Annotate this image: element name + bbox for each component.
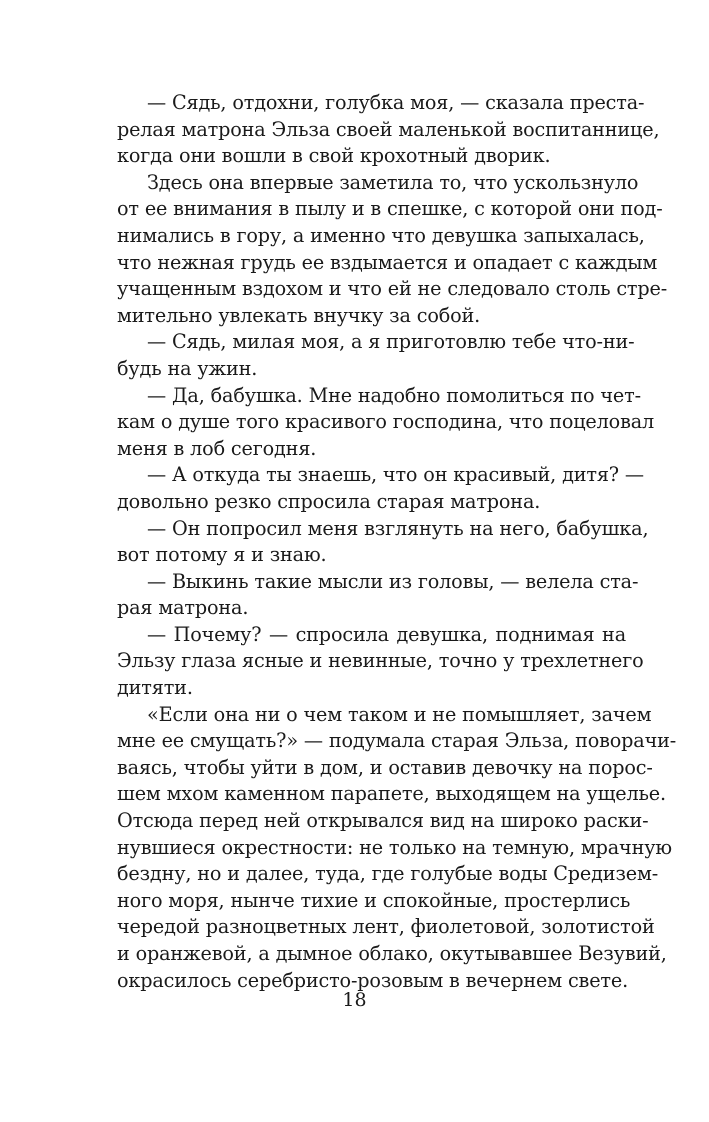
page-body-text [117,90,677,994]
text-line: — Он попросил меня взглянуть на него, бабушка, [147,516,649,540]
page-number: 18 [342,989,367,1011]
text-line: — Да, бабушка. Мне надобно помолиться по чет- [147,383,641,407]
text-line: довольно резко спросила старая матрона. [117,489,541,513]
text-line: кам о душе того красивого господина, что поцеловал [117,410,655,434]
text-line: будь на ужин. [117,356,258,380]
text-line: нимались в гору, а именно что девушка запыхалась, [117,223,645,247]
text-line: бездну, но и далее, туда, где голубые воды Средизем- [117,862,659,886]
text-line: — Сядь, милая моя, а я приготовлю тебе что-ни- [147,330,635,354]
text-line: ваясь, чтобы уйти в дом, и оставив девочку на порос- [117,755,653,779]
text-line: когда они вошли в свой крохотный дворик. [117,144,551,168]
text-line: — Выкинь такие мысли из головы, — велела ста- [147,569,639,593]
text-line: мне ее смущать?» — подумала старая Эльза, поворачи- [117,729,677,753]
text-line: что нежная грудь ее вздымается и опадает с каждым [117,250,658,274]
text-line: — А откуда ты знаешь, что он красивый, дитя? — [147,463,644,487]
text-line: вот потому я и знаю. [117,543,327,567]
text-line: — Сядь, отдохни, голубка моя, — сказала преста- [147,91,645,114]
text-line: ного моря, нынче тихие и спокойные, простерлись [117,888,631,912]
text-line: окрасилось серебристо-розовым в вечернем свете. [117,968,629,992]
text-line: «Если она ни о чем таком и не помышляет, зачем [147,702,652,726]
text-line: чередой разноцветных лент, фиолетовой, золотистой [117,915,655,939]
text-line: нувшиеся окрестности: не только на темную, мрачную [117,835,672,859]
text-line: Отсюда перед ней открывался вид на широко раски- [117,809,649,833]
text-line: и оранжевой, а дымное облако, окутывавшее Везувий, [117,942,667,965]
text-line: рая матрона. [117,596,249,620]
text-line: шем мхом каменном парапете, выходящем на ущелье. [117,782,666,806]
text-line: — Почему? — спросила девушка, поднимая на [147,622,626,646]
text-line: от ее внимания в пылу и в спешке, с которой они под- [117,197,663,221]
text-line: дитяти. [117,676,193,700]
text-line: учащенным вздохом и что ей не следовало столь стре- [117,277,668,301]
text-line: меня в лоб сегодня. [117,436,317,460]
text-line: мительно увлекать внучку за собой. [117,303,481,327]
text-line: Здесь она впервые заметила то, что ускользнуло [147,170,639,194]
text-line: релая матрона Эльза своей маленькой воспитаннице, [117,117,660,141]
text-line: Эльзу глаза ясные и невинные, точно у трехлетнего [117,649,644,673]
